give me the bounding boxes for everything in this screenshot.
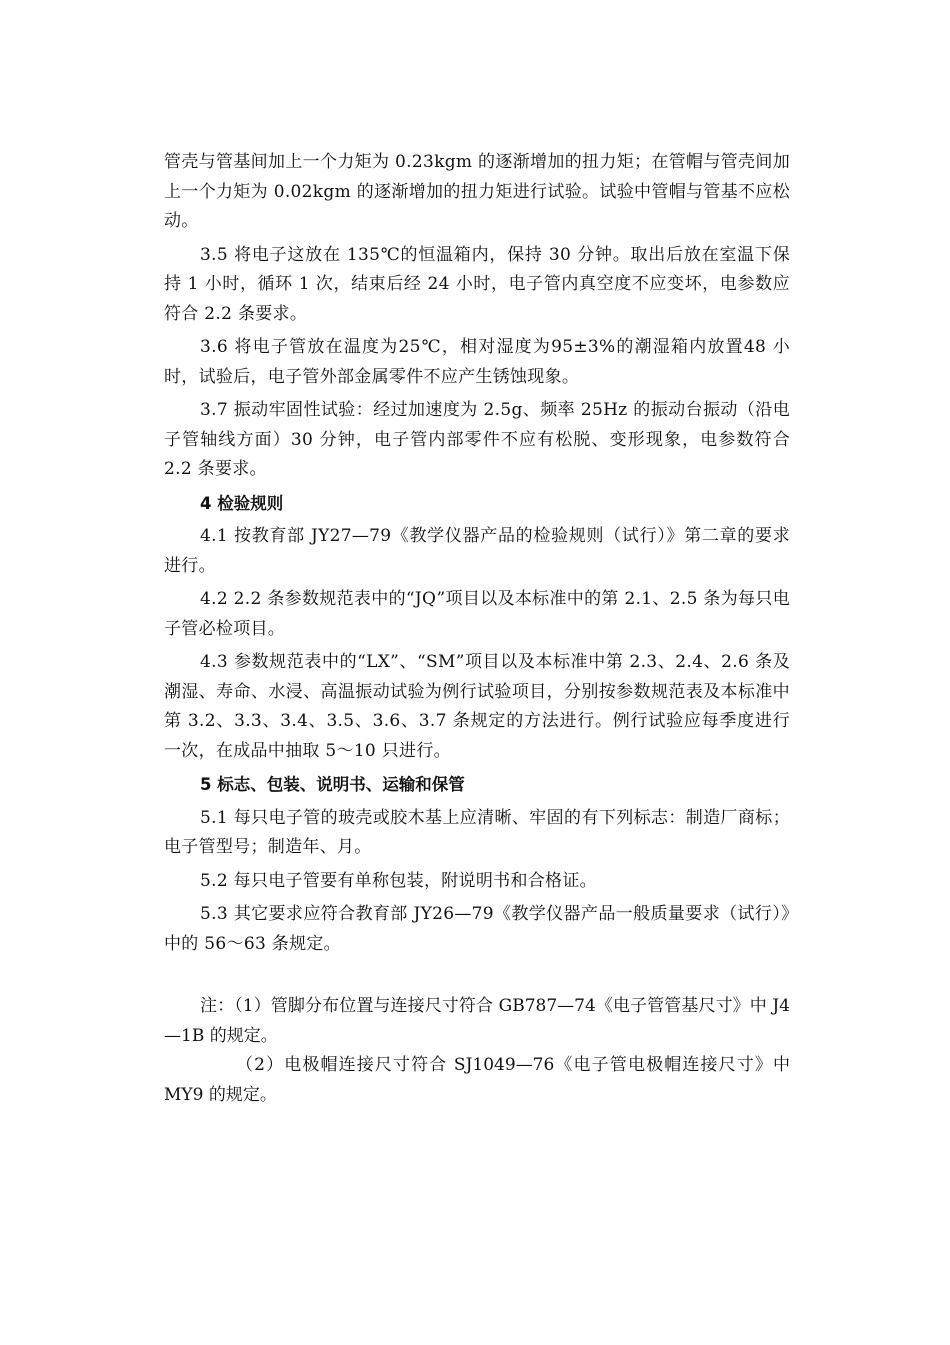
section-4-heading: 4 检验规则 (200, 493, 284, 513)
document-body (164, 148, 790, 963)
clause-4-2: 4.2 2.2 条参数规范表中的“JQ”项目以及本标准中的第 2.1、2.5 条为每只电子管必检项目。 (164, 589, 790, 639)
clause-4-3: 4.3 参数规范表中的“LX”、“SM”项目以及本标准中第 2.3、2.4、2.6 条及潮湿、寿命、水浸、高温振动试验为例行试验项目，分别按参数规范表及本标准中第 3.2、3.3、3.4、3.5、3.6、3.7 条规定的方法进行。例行试验应每季度进行一次，在成品中抽取 5～10 只进行。 (164, 652, 790, 761)
continuation-paragraph: 管壳与管基间加上一个力矩为 0.23kgm 的逐渐增加的扭力矩；在管帽与管壳间加上一个力矩为 0.02kgm 的逐渐增加的扭力矩进行试验。试验中管帽与管基不应松动。 (164, 152, 790, 231)
clause-5-3: 5.3 其它要求应符合教育部 JY26—79《教学仪器产品一般质量要求（试行）》中的 56～63 条规定。 (164, 904, 790, 954)
note-2: （2）电极帽连接尺寸符合 SJ1049—76《电子管电极帽连接尺寸》中 MY9 的规定。 (164, 1055, 790, 1105)
section-5-heading: 5 标志、包装、说明书、运输和保管 (200, 775, 465, 794)
clause-5-2: 5.2 每只电子管要有单称包装，附说明书和合格证。 (200, 870, 597, 891)
notes-block (164, 992, 790, 1110)
clause-4-1: 4.1 按教育部 JY27—79《教学仪器产品的检验规则（试行）》第二章的要求进行。 (164, 526, 790, 576)
clause-5-1: 5.1 每只电子管的玻壳或胶木基上应清晰、牢固的有下列标志：制造厂商标；电子管型号；制造年、月。 (164, 807, 790, 857)
clause-3-7: 3.7 振动牢固性试验：经过加速度为 2.5g、频率 25Hz 的振动台振动（沿电子管轴线方面）30 分钟，电子管内部零件不应有松脱、变形现象，电参数符合 2.2 条要求。 (164, 400, 790, 479)
clause-3-5: 3.5 将电子这放在 135℃的恒温箱内，保持 30 分钟。取出后放在室温下保持 1 小时，循环 1 次，结束后经 24 小时，电子管内真空度不应变坏，电参数应符合 2.2 条要求。 (164, 244, 790, 324)
clause-3-6: 3.6 将电子管放在温度为25℃，相对湿度为95±3%的潮湿箱内放置48 小时，试验后，电子管外部金属零件不应产生锈蚀现象。 (164, 337, 790, 387)
note-1: 注：（1）管脚分布位置与连接尺寸符合 GB787—74《电子管管基尺寸》中 J4—1B 的规定。 (164, 996, 790, 1046)
